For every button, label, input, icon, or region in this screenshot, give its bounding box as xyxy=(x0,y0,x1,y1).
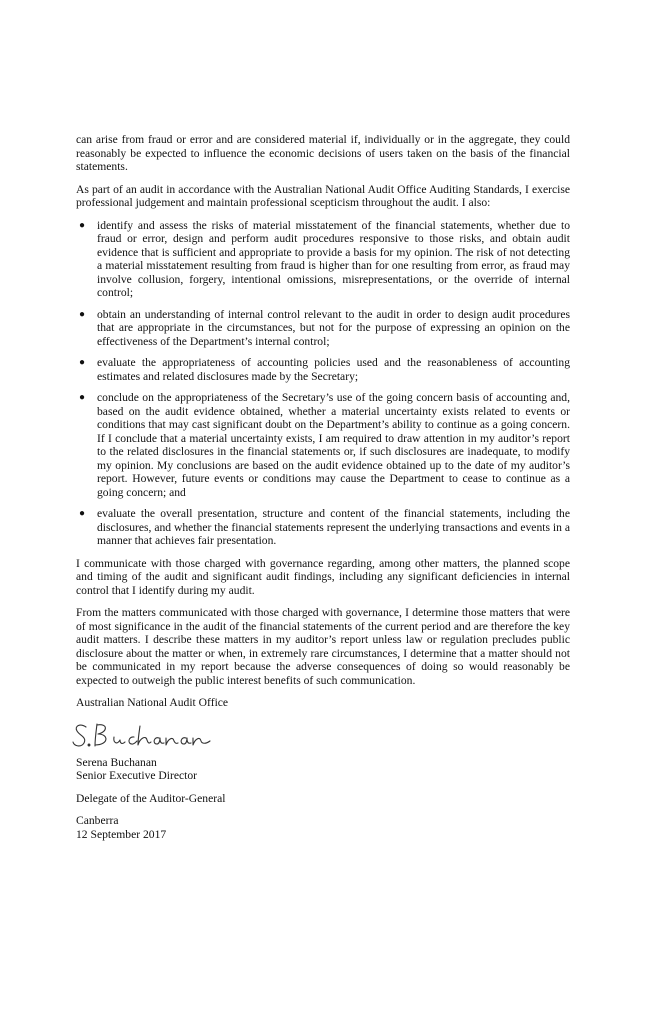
report-body xyxy=(76,133,570,841)
signatory-name: Serena Buchanan xyxy=(76,755,157,769)
list-item xyxy=(76,507,570,548)
list-item xyxy=(76,391,570,499)
bullet-icon: ● xyxy=(78,392,86,403)
list-item-text: evaluate the overall presentation, structure and content of the financial statements, including the disclosures, and whether the financial statements represent the underlying transactions and events in a manner that achieves fair presentation. xyxy=(97,507,570,547)
signatory-title: Senior Executive Director xyxy=(76,769,198,782)
paragraph-key-audit-matters: From the matters communicated with those charged with governance, I determine those matters that were of most significance in the audit of the financial statements of the current period and are therefore the key audit matters. I describe these matters in my auditor’s report unless law or regulation precludes public disclosure about the matter or when, in extremely rare circumstances, I determine that a matter should not be communicated in my report because the adverse consequences of doing so would reasonably be expected to outweigh the public interest benefits of such communication. xyxy=(76,606,570,687)
bullet-icon: ● xyxy=(78,308,86,320)
list-item xyxy=(76,356,570,383)
bullet-icon: ● xyxy=(78,357,86,368)
delegate-line: Delegate of the Auditor-General xyxy=(76,791,226,805)
paragraph-material-misstatement: can arise from fraud or error and are considered material if, individually or in the aggregate, they could reasonably be expected to influence the economic decisions of users taken on the basis of the financial statements. xyxy=(76,133,570,173)
auditor-responsibilities-list xyxy=(76,219,570,548)
bullet-icon: ● xyxy=(78,219,86,231)
list-item-text: identify and assess the risks of material misstatement of the financial statements, whether due to fraud or error, design and perform audit procedures responsive to those risks, and obtain audit evidence that is sufficient and appropriate to provide a basis for my opinion. The risk of not detecting a material misstatement resulting from fraud is higher than for one resulting from error, as fraud may involve collusion, forgery, intentional omissions, misrepresentations, or the override of internal control; xyxy=(97,218,570,299)
paragraph-governance-communication: I communicate with those charged with governance regarding, among other matters, the planned scope and timing of the audit and significant audit findings, including any significant deficiencies in internal control that I identify during my audit. xyxy=(76,556,570,597)
list-item xyxy=(76,308,570,349)
bullet-icon: ● xyxy=(78,508,86,519)
signature-block xyxy=(76,696,570,841)
location: Canberra xyxy=(76,814,119,827)
report-date: 12 September 2017 xyxy=(76,827,167,841)
list-item-text: evaluate the appropriateness of accounting policies used and the reasonableness of accounting estimates and related disclosures made by the Secretary; xyxy=(97,356,570,383)
list-item-text: conclude on the appropriateness of the Secretary’s use of the going concern basis of accounting and, based on the audit evidence obtained, whether a material uncertainty exists related to events or conditions that may cast significant doubt on the Department’s ability to continue as a going concern. If I conclude that a material uncertainty exists, I am required to draw attention in my auditor’s report to the related disclosures in the financial statements or, if such disclosures are inadequate, to modify my opinion. My conclusions are based on the audit evidence obtained up to the date of my auditor’s report. However, future events or conditions may cause the Department to cease to continue as a going concern; and xyxy=(97,391,570,499)
list-item xyxy=(76,219,570,300)
list-item-text: obtain an understanding of internal control relevant to the audit in order to design audit procedures that are appropriate in the circumstances, but not for the purpose of expressing an opinion on the effectiveness of the Department’s internal control; xyxy=(97,307,570,348)
paragraph-audit-standards: As part of an audit in accordance with the Australian National Audit Office Auditing Standards, I exercise professional judgement and maintain professional scepticism throughout the audit. I also: xyxy=(76,182,570,209)
handwritten-signature xyxy=(70,718,220,752)
organisation-name: Australian National Audit Office xyxy=(76,696,229,709)
